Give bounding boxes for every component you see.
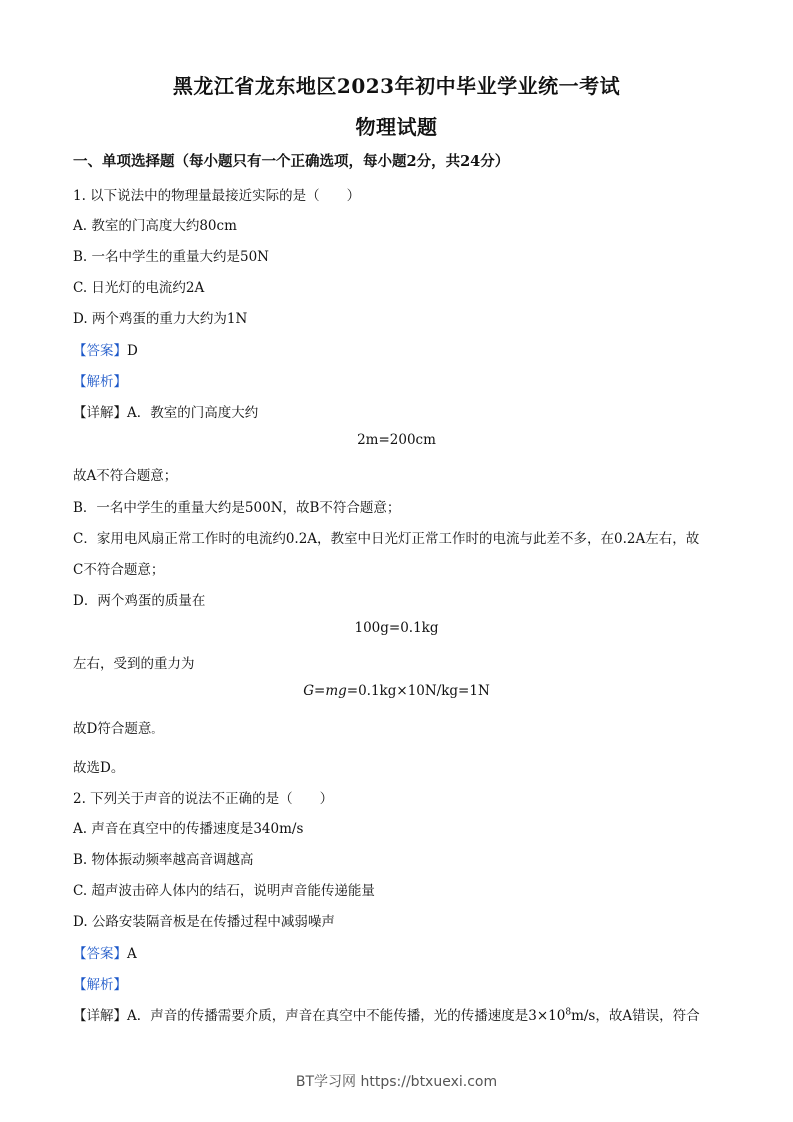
answer-value: D (127, 343, 138, 359)
answer-label: 【答案】 (73, 343, 127, 359)
question-1-option-c: C. 日光灯的电流约2A (73, 280, 205, 296)
formula-symbol-g: G (303, 683, 315, 699)
question-2-analysis-label: 【解析】 (73, 977, 127, 993)
question-1-conclusion-d (73, 717, 161, 737)
question-1-analysis-label: 【解析】 (73, 374, 127, 390)
detail-label: 【详解】 (73, 405, 127, 421)
question-1-detail-c-line2: C不符合题意； (73, 562, 165, 578)
formula-rest: =0.1kg×10N/kg=1N (346, 683, 490, 699)
question-1-option-b: B. 一名中学生的重量大约是50N (73, 249, 269, 265)
document-title: 黑龙江省龙东地区2023年初中毕业学业统一考试 (172, 74, 621, 98)
question-1-formula-d1: 100g=0.1kg (354, 620, 439, 636)
question-1-option-d: D. 两个鸡蛋的重力大约为1N (73, 311, 248, 327)
detail-text: A．教室的门高度大约 (127, 405, 259, 421)
question-1-detail-a (73, 401, 258, 421)
section-heading: 一、单项选择题（每小题只有一个正确选项，每小题2分，共24分） (73, 153, 510, 170)
formula-symbol-mg: mg (325, 683, 347, 699)
document-subtitle: 物理试题 (355, 115, 438, 139)
question-1-option-a: A. 教室的门高度大约80cm (73, 218, 237, 234)
detail-text-post: m/s，故A错误，符合 (571, 1008, 700, 1024)
question-1-detail-d2: 左右，受到的重力为 (73, 656, 195, 672)
detail-superscript: 8 (565, 1007, 572, 1018)
question-1-detail-b: B．一名中学生的重量大约是500N，故B不符合题意； (73, 500, 401, 516)
detail-label: 【详解】 (73, 1008, 127, 1024)
conclusion-dot: 。 (151, 725, 162, 736)
question-1-detail-c-line1: C．家用电风扇正常工作时的电流约0.2A，教室中日光灯正常工作时的电流与此差不多，在0.2A左右，故 (73, 531, 700, 547)
detail-text-pre: A．声音的传播需要介质，声音在真空中不能传播，光的传播速度是3×10 (127, 1008, 566, 1024)
question-1-detail-d: D．两个鸡蛋的质量在 (73, 593, 206, 609)
question-2-option-b: B. 物体振动频率越高音调越高 (73, 852, 254, 868)
question-2-option-a: A. 声音在真空中的传播速度是340m/s (73, 821, 304, 837)
question-2-option-d: D. 公路安装隔音板是在传播过程中减弱噪声 (73, 914, 335, 930)
question-1-stem: 1. 以下说法中的物理量最接近实际的是（ ） (73, 188, 361, 204)
question-2-answer (73, 942, 137, 962)
question-1-formula-d2 (0, 683, 793, 699)
answer-value: A (127, 946, 137, 962)
question-1-answer (73, 339, 138, 359)
question-2-detail-a (73, 1004, 700, 1024)
answer-label: 【答案】 (73, 946, 127, 962)
question-2-stem: 2. 下列关于声音的说法不正确的是（ ） (73, 791, 334, 807)
question-2-option-c: C. 超声波击碎人体内的结石，说明声音能传递能量 (73, 883, 375, 899)
conclusion-text: 故D符合题意 (73, 721, 152, 737)
question-1-conclusion-a: 故A不符合题意； (73, 468, 178, 484)
question-1-formula-a: 2m=200cm (357, 432, 436, 448)
question-1-choose: 故选D。 (73, 760, 125, 776)
footer-watermark: BT学习网 https://btxuexi.com (295, 1074, 498, 1090)
formula-equals: = (314, 683, 326, 699)
